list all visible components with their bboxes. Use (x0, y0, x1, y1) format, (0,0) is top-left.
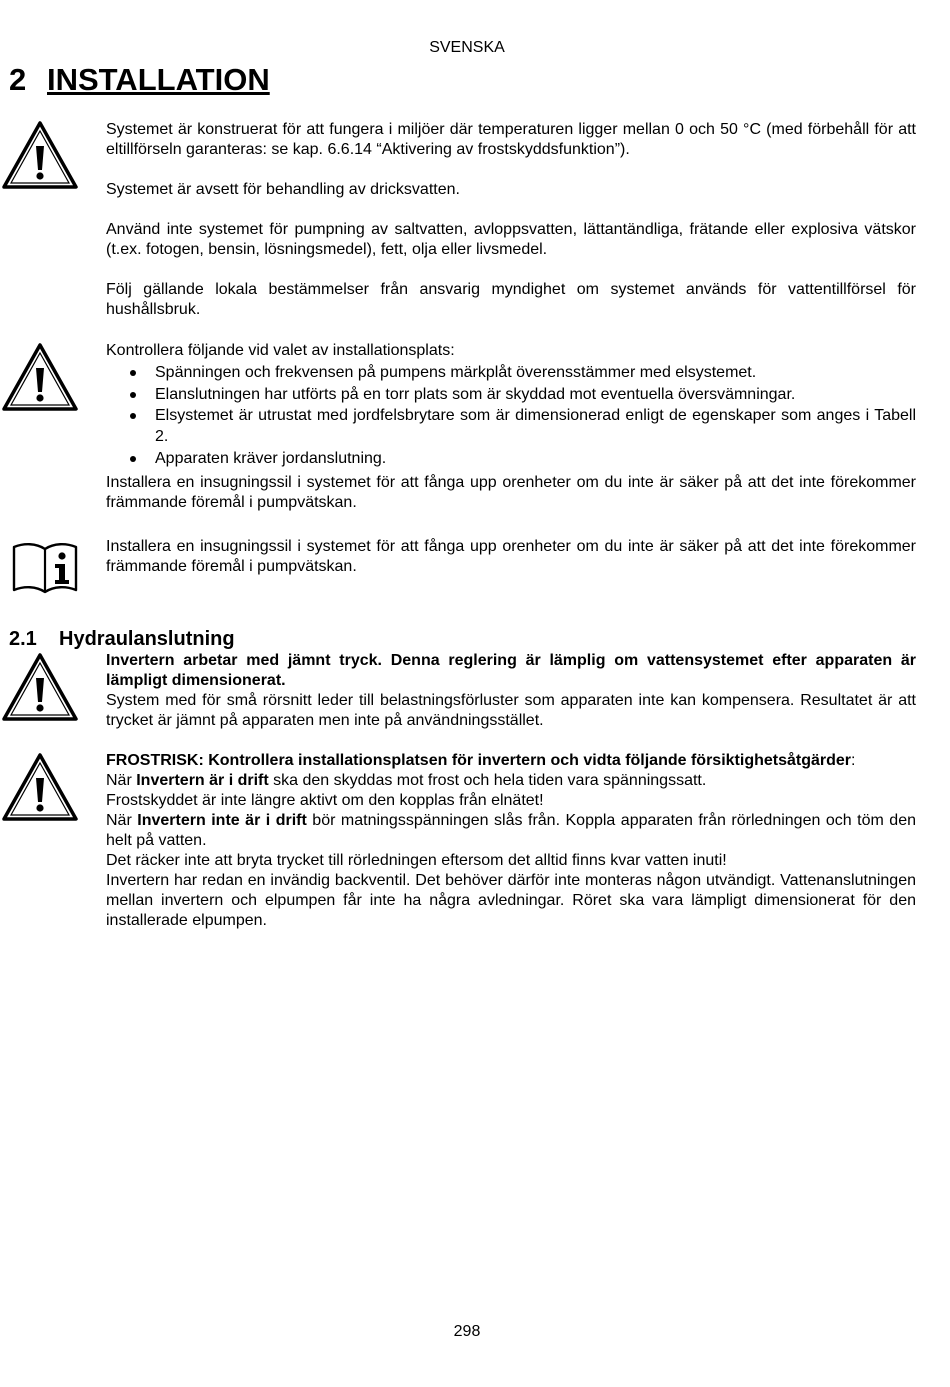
intro-paragraph-1: Systemet är konstruerat för att fungera i miljöer där temperaturen ligger mellan 0 och 50 °C (med förbehåll för att eltillförseln garanteras: se kap. 6.6.14 “Aktivering av frostskyddsfunktion”). (106, 121, 916, 158)
warning-triangle-icon (2, 752, 78, 822)
intro-text (106, 120, 916, 320)
section-number: 2.1 (9, 628, 37, 650)
warning-triangle-icon (2, 120, 78, 190)
list-item: Spänningen och frekvensen på pumpens märkplåt överensstämmer med elsystemet. (106, 362, 916, 384)
bullet-icon (130, 413, 136, 419)
intro-paragraph-2: Systemet är avsett för behandling av dricksvatten. (106, 181, 460, 198)
page-number: 298 (453, 1323, 481, 1340)
list-item: Elanslutningen har utförts på en torr plats som är skyddad mot eventuella översvämningar. (106, 384, 916, 406)
bullet-icon (130, 456, 136, 462)
checklist-list (106, 362, 916, 470)
list-item: Apparaten kräver jordanslutning. (106, 448, 916, 470)
info-note-text: Installera en insugningssil i systemet för att fånga upp orenheter om du inte är säker på att det inte förekommer främmande föremål i pumpvätskan. (106, 538, 916, 575)
chapter-number: 2 (9, 62, 27, 97)
bullet-icon (130, 370, 136, 376)
warning-triangle-icon (2, 652, 78, 722)
checklist-lead: Kontrollera följande vid valet av installationsplats: (106, 342, 455, 359)
frost-line-5: Invertern har redan en invändig backventil. Det behöver därför inte monteras någon utvändigt. Vattenanslutningen mellan invertern och elpumpen får inte ha några avledningar. Röret ska vara lämpligt dimensionerat för den installerade elpumpen. (106, 872, 916, 929)
list-item: Elsystemet är utrustat med jordfelsbrytare som är dimensionerad enligt de egenskaper som anges i Tabell 2. (106, 405, 916, 447)
warning-triangle-icon (2, 342, 78, 412)
bold-lead: Invertern arbetar med jämnt tryck. Denna reglering är lämplig om vattensystemet efter apparaten är lämpligt dimensionerat. (106, 652, 916, 689)
intro-paragraph-4: Följ gällande lokala bestämmelser från ansvarig myndighet om systemet används för vattentillförsel för hushållsbruk. (106, 281, 916, 318)
hydraulic-pressure-note (106, 651, 916, 731)
checklist-after: Installera en insugningssil i systemet för att fånga upp orenheter om du inte är säker på att det inte förekommer främmande föremål i pumpvätskan. (106, 473, 916, 511)
frost-line-4: Det räcker inte att bryta trycket till rörledningen eftersom det alltid finns kvar vatten inuti! (106, 852, 727, 869)
frost-line-3: När Invertern inte är i drift bör matningsspänningen slås från. Koppla apparaten från rörledningen och töm den helt på vatten. (106, 812, 916, 849)
intro-paragraph-3: Använd inte systemet för pumpning av saltvatten, avloppsvatten, lättantändliga, frätande eller explosiva vätskor (t.ex. fotogen, bensin, lösningsmedel), fett, olja eller livsmedel. (106, 221, 916, 258)
chapter-title-text: INSTALLATION (47, 62, 270, 97)
chapter-title (9, 60, 270, 100)
pipe-section-paragraph: System med för små rörsnitt leder till belastningsförluster som apparaten inte kan kompensera. Resultatet är att trycket är jämnt på apparaten men inte på användningsstället. (106, 692, 916, 729)
header-language: SVENSKA (429, 39, 505, 56)
frost-risk-note (106, 751, 916, 931)
frost-heading: FROSTRISK: Kontrollera installationsplatsen för invertern och vidta följande försiktighetsåtgärder: (106, 752, 856, 769)
frost-line-1: När Invertern är i drift ska den skyddas mot frost och hela tiden vara spänningssatt. (106, 772, 707, 789)
section-title-text: Hydraulanslutning (59, 628, 235, 650)
info-note (106, 537, 916, 577)
manual-info-icon (10, 540, 80, 594)
bullet-icon (130, 392, 136, 398)
frost-line-2: Frostskyddet är inte längre aktivt om den kopplas från elnätet! (106, 792, 544, 809)
section-title (9, 627, 235, 651)
site-checklist (106, 341, 916, 513)
